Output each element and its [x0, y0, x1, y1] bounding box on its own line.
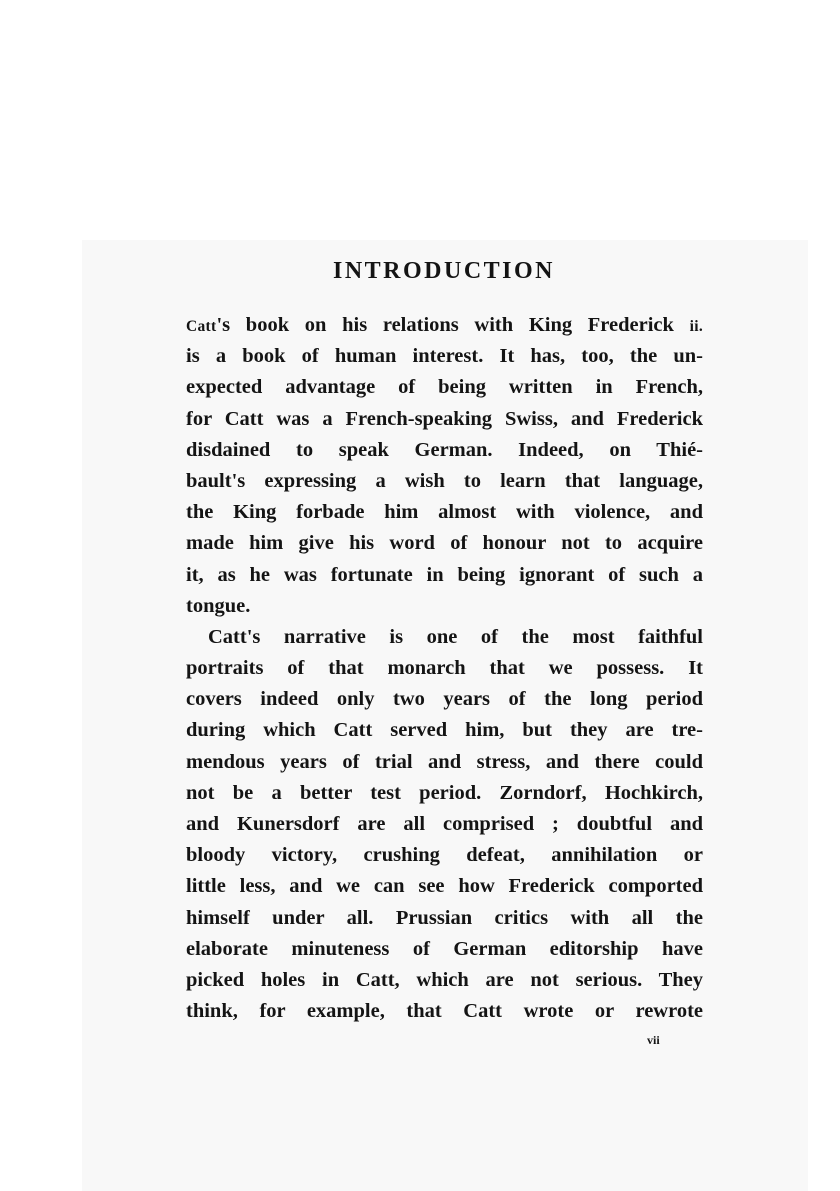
text-line: think, for example, that Catt wrote or rewrote	[186, 1000, 703, 1023]
text-line: is a book of human interest. It has, too, the un-	[186, 345, 703, 368]
text-line: bault's expressing a wish to learn that language,	[186, 469, 703, 492]
text-line: Catt's book on his relations with King Frederick ii.	[186, 314, 703, 336]
text-line: picked holes in Catt, which are not serious. They	[186, 968, 703, 991]
page-title: INTRODUCTION	[332, 258, 556, 284]
text-line: little less, and we can see how Frederick comported	[186, 875, 703, 898]
text-line: himself under all. Prussian critics with all the	[186, 906, 703, 929]
text-line: the King forbade him almost with violence, and	[186, 501, 703, 524]
paragraph-2	[186, 622, 703, 1027]
body-text	[186, 310, 703, 1027]
paragraph-1	[186, 310, 703, 622]
text-line: it, as he was fortunate in being ignorant of such a	[186, 563, 703, 586]
text-line: and Kunersdorf are all comprised ; doubtful and	[186, 813, 703, 835]
text-line: for Catt was a French-speaking Swiss, and Frederick	[186, 407, 703, 430]
text-line: Catt's narrative is one of the most faithful	[208, 625, 703, 648]
text-line: not be a better test period. Zorndorf, Hochkirch,	[186, 781, 703, 804]
text-line: mendous years of trial and stress, and there could	[186, 750, 703, 773]
text-line: disdained to speak German. Indeed, on Thié-	[186, 438, 703, 461]
page-number: vii	[647, 1033, 660, 1047]
small-caps-name: Catt	[186, 318, 217, 335]
text-line: elaborate minuteness of German editorship have	[186, 937, 703, 960]
text-line: during which Catt served him, but they are tre-	[186, 719, 703, 742]
text-line: tongue.	[186, 594, 251, 617]
text-line: covers indeed only two years of the long period	[186, 688, 703, 711]
text-line: made him give his word of honour not to acquire	[186, 532, 703, 555]
text-line: bloody victory, crushing defeat, annihilation or	[186, 844, 703, 867]
regnal-number: ii.	[689, 318, 703, 335]
text-line: portraits of that monarch that we possess. It	[186, 657, 703, 680]
text-line: expected advantage of being written in French,	[186, 376, 703, 399]
